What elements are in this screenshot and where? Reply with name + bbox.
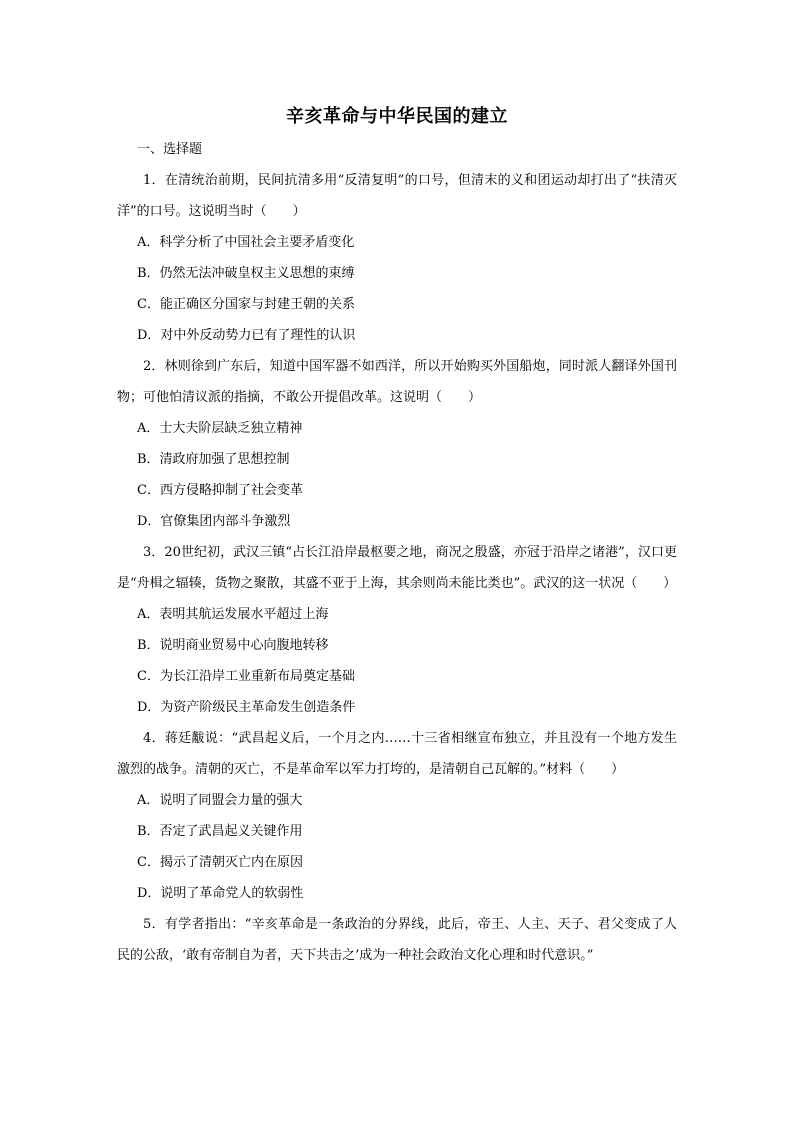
question-stem: 2．林则徐到广东后，知道中国军器不如西洋，所以开始购买外国船炮，同时派人翻译外国刊物；可他怕清议派的指摘，不敢公开提倡改革。这说明（ ）	[117, 359, 677, 405]
option-d: D．为资产阶级民主革命发生创造条件	[137, 700, 356, 715]
option-b: B．仍然无法冲破皇权主义思想的束缚	[137, 266, 355, 281]
option-c: C．为长江沿岸工业重新布局奠定基础	[137, 669, 355, 684]
option-a: A．说明了同盟会力量的强大	[137, 793, 303, 808]
option-b: B．清政府加强了思想控制	[137, 452, 290, 467]
question-stem: 4．蒋廷黻说：“武昌起义后，一个月之内……十三省相继宣布独立，并且没有一个地方发生激烈的战争。清朝的灭亡，不是革命军以军力打垮的，是清朝自己瓦解的。”材料（ ）	[117, 731, 677, 777]
option-b: B．说明商业贸易中心向腹地转移	[137, 638, 329, 653]
question-2	[117, 351, 677, 537]
option-a: A．表明其航运发展水平超过上海	[137, 607, 329, 622]
option-b: B．否定了武昌起义关键作用	[137, 824, 303, 839]
option-d: D．对中外反动势力已有了理性的认识	[137, 328, 356, 343]
option-c: C．能正确区分国家与封建王朝的关系	[137, 297, 355, 312]
option-d: D．说明了革命党人的软弱性	[137, 886, 304, 901]
option-c: C．揭示了清朝灭亡内在原因	[137, 855, 303, 870]
option-d: D．官僚集团内部斗争激烈	[137, 514, 291, 529]
question-5	[117, 909, 677, 971]
question-stem: 3．20世纪初，武汉三镇“占长江沿岸最枢要之地，商况之殷盛，亦冠于沿岸之诸港”，汉口更是“舟楫之辐辏，货物之聚散，其盛不亚于上海，其余则尚未能比类也”。武汉的这一状况（ ）	[117, 545, 677, 591]
section-heading: 一、选择题	[137, 142, 203, 157]
option-c: C．西方侵略抑制了社会变革	[137, 483, 303, 498]
question-3	[117, 537, 677, 723]
question-stem: 1．在清统治前期，民间抗清多用“反清复明”的口号，但清末的义和团运动却打出了“扶清灭洋”的口号。这说明当时（ ）	[117, 173, 677, 219]
option-a: A．士大夫阶层缺乏独立精神	[137, 421, 303, 436]
document-title: 辛亥革命与中华民国的建立	[286, 106, 508, 127]
question-1	[117, 165, 677, 351]
option-a: A．科学分析了中国社会主要矛盾变化	[137, 235, 355, 250]
question-stem: 5．有学者指出：“辛亥革命是一条政治的分界线，此后，帝王、人主、天子、君父变成了人民的公敌，‘敢有帝制自为者，天下共击之’成为一种社会政治文化心理和时代意识。”	[117, 917, 677, 963]
document-page	[117, 100, 677, 971]
question-4	[117, 723, 677, 909]
